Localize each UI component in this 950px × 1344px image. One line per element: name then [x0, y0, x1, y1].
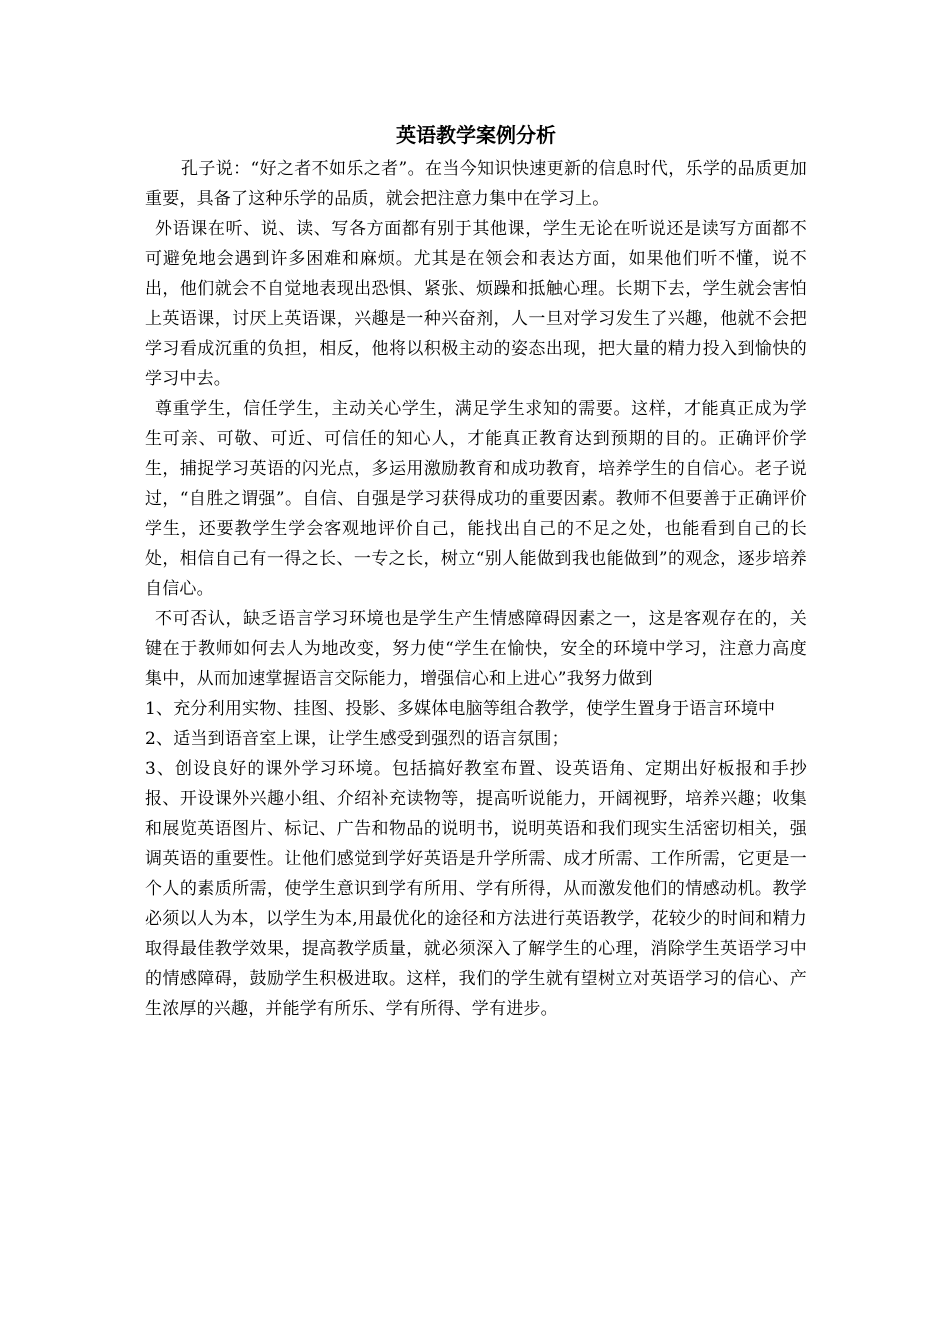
paragraph-language-difficulty: 外语课在听、说、读、写各方面都有别于其他课，学生无论在听说还是读写方面都不可避免地会遇到许多困难和麻烦。尤其是在领会和表达方面，如果他们听不懂，说不出，他们就会不自觉地表现出恐惧、紧张、烦躁和抵触心理。长期下去，学生就会害怕上英语课，讨厌上英语课，兴趣是一种兴奋剂，人一旦对学习发生了兴趣，他就不会把学习看成沉重的负担，相反，他将以积极主动的姿态出现，把大量的精力投入到愉快的学习中去。: [145, 219, 807, 389]
document-title: 英语教学案例分析: [396, 123, 556, 147]
paragraph-intro: 孔子说：“好之者不如乐之者”。在当今知识快速更新的信息时代，乐学的品质更加重要，具备了这种乐学的品质，就会把注意力集中在学习上。: [145, 159, 807, 209]
list-item-1: 1、充分利用实物、挂图、投影、多媒体电脑等组合教学，使学生置身于语言环境中: [145, 699, 776, 719]
paragraph-respect-students: 尊重学生，信任学生，主动关心学生，满足学生求知的需要。这样，才能真正成为学生可亲、可敬、可近、可信任的知心人，才能真正教育达到预期的目的。正确评价学生，捕捉学习英语的闪光点，多运用激励教育和成功教育，培养学生的自信心。老子说过，“自胜之谓强”。自信、自强是学习获得成功的重要因素。教师不但要善于正确评价学生，还要教学生学会客观地评价自己，能找出自己的不足之处，也能看到自己的长处，相信自己有一得之长、一专之长，树立“别人能做到我也能做到”的观念，逐步培养自信心。: [145, 399, 807, 599]
paragraph-language-environment: 不可否认，缺乏语言学习环境也是学生产生情感障碍因素之一，这是客观存在的，关键在于教师如何去人为地改变，努力使“学生在愉快，安全的环境中学习，注意力高度集中，从而加速掌握语言交际能力，增强信心和上进心”我努力做到: [145, 609, 807, 689]
document-page: [145, 118, 807, 1024]
list-item-3: 3、创设良好的课外学习环境。包括搞好教室布置、设英语角、定期出好板报和手抄报、开设课外兴趣小组、介绍补充读物等，提高听说能力，开阔视野，培养兴趣；收集和展览英语图片、标记、广告和物品的说明书，说明英语和我们现实生活密切相关，强调英语的重要性。让他们感觉到学好英语是升学所需、成才所需、工作所需，它更是一个人的素质所需，使学生意识到学有所用、学有所得，从而激发他们的情感动机。教学必须以人为本，以学生为本,用最优化的途径和方法进行英语教学，花较少的时间和精力取得最佳教学效果，提高教学质量，就必须深入了解学生的心理，消除学生英语学习中的情感障碍，鼓励学生积极进取。这样，我们的学生就有望树立对英语学习的信心、产生浓厚的兴趣，并能学有所乐、学有所得、学有进步。: [145, 759, 807, 1019]
list-item-2: 2、适当到语音室上课，让学生感受到强烈的语言氛围；: [145, 729, 569, 749]
